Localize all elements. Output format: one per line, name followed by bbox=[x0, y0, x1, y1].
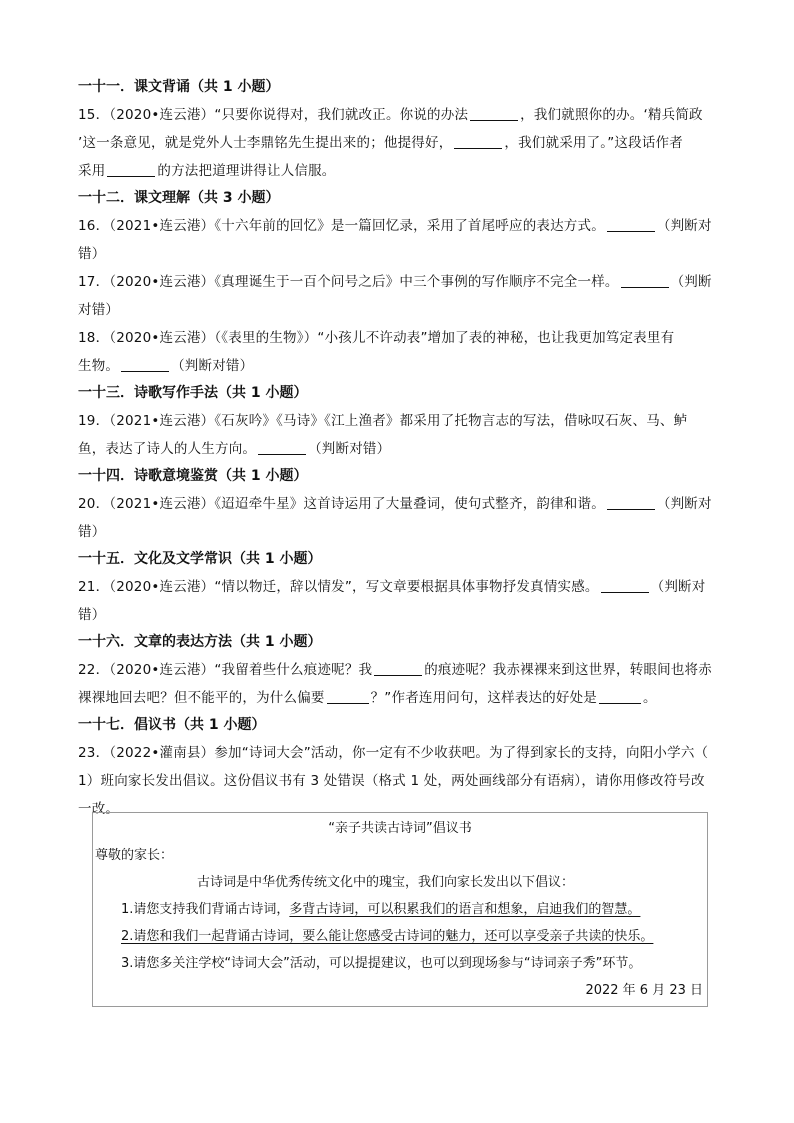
question-19: 19．（2021•连云港）《石灰吟》《马诗》《江上渔者》都采用了托物言志的写法，借咏叹石灰、马、鲈 鱼，表达了诗人的人生方向。 （判断对错） bbox=[78, 413, 688, 457]
question-17: 17．（2020•连云港）《真理诞生于一百个问号之后》中三个事例的写作顺序不完全一样。 （判断 对错） bbox=[78, 274, 712, 318]
section-heading: 一十七．倡议书（共 1 小题） bbox=[78, 717, 266, 733]
answer-blank[interactable] bbox=[374, 661, 422, 676]
answer-blank[interactable] bbox=[327, 689, 369, 704]
section-heading: 一十六．文章的表达方法（共 1 小题） bbox=[78, 634, 322, 650]
letter-intro: 古诗词是中华优秀传统文化中的瑰宝，我们向家长发出以下倡议： bbox=[197, 875, 575, 890]
answer-blank[interactable] bbox=[607, 217, 655, 232]
answer-blank[interactable] bbox=[601, 578, 649, 593]
answer-blank[interactable] bbox=[258, 440, 306, 455]
question-18: 18．（2020•连云港）（《表里的生物》）“小孩儿不许动表”增加了表的神秘，也让我更加笃定表里有 生物。 （判断对错） bbox=[78, 330, 675, 374]
question-20: 20．（2021•连云港）《迢迢牵牛星》这首诗运用了大量叠词，使句式整齐，韵律和谐。 （判断对 错） bbox=[78, 496, 712, 540]
answer-blank[interactable] bbox=[607, 495, 655, 510]
question-23: 23．（2022•灌南县）参加“诗词大会”活动，你一定有不少收获吧。为了得到家长的支持，向阳小学六（ 1）班向家长发出倡议。这份倡议书有 3 处错误（格式 1 处，两处画线部分有语病），请你用修改符号改 一改。 bbox=[78, 745, 709, 817]
section-heading: 一十四．诗歌意境鉴赏（共 1 小题） bbox=[78, 468, 308, 484]
section-heading: 一十五．文化及文学常识（共 1 小题） bbox=[78, 551, 322, 567]
letter-item-3: 3.请您多关注学校“诗词大会”活动，可以提提建议，也可以到现场参与“诗词亲子秀”环节。 bbox=[121, 956, 642, 971]
letter-date: 2022 年 6 月 23 日 bbox=[585, 983, 703, 998]
letter-title: “亲子共读古诗词”倡议书 bbox=[328, 821, 472, 836]
answer-blank[interactable] bbox=[107, 162, 155, 177]
question-16: 16．（2021•连云港）《十六年前的回忆》是一篇回忆录，采用了首尾呼应的表达方式。 （判断对 错） bbox=[78, 218, 712, 262]
underlined-sentence: 多背古诗词，可以积累我们的语言和想象，启迪我们的智慧。 bbox=[289, 902, 641, 917]
section-heading: 一十三．诗歌写作手法（共 1 小题） bbox=[78, 385, 308, 401]
answer-blank[interactable] bbox=[454, 134, 502, 149]
question-21: 21．（2020•连云港）“情以物迁，辞以情发”，写文章要根据具体事物抒发真情实感。 （判断对 错） bbox=[78, 579, 706, 623]
answer-blank[interactable] bbox=[470, 106, 518, 121]
proposal-letter-box bbox=[92, 812, 708, 1007]
underlined-sentence: 2.请您和我们一起背诵古诗词，要么能让您感受古诗词的魅力，还可以享受亲子共读的快乐。 bbox=[121, 929, 654, 944]
answer-blank[interactable] bbox=[121, 357, 169, 372]
answer-blank[interactable] bbox=[621, 273, 669, 288]
question-15: 15．（2020•连云港）“只要你说得对，我们就改正。你说的办法 ，我们就照你的办。‘精兵简政 ’这一条意见，就是党外人士李鼎铭先生提出来的；他提得好， ，我们就采用了。”这段话作者 采用 的方法把道理讲得让人信服。 bbox=[78, 107, 703, 179]
section-heading: 一十二．课文理解（共 3 小题） bbox=[78, 190, 280, 206]
letter-item-2 bbox=[93, 923, 707, 950]
question-22: 22．（2020•连云港）“我留着些什么痕迹呢？我 的痕迹呢？我赤裸裸来到这世界，转眼间也将赤 裸裸地回去吧？但不能平的，为什么偏要 ？”作者连用问句，这样表达的好处是 。 bbox=[78, 662, 712, 706]
letter-salutation: 尊敬的家长： bbox=[95, 848, 174, 863]
section-heading: 一十一．课文背诵（共 1 小题） bbox=[78, 79, 280, 95]
answer-blank[interactable] bbox=[599, 689, 641, 704]
letter-item-1: 1.请您支持我们背诵古诗词，多背古诗词，可以积累我们的语言和想象，启迪我们的智慧。 bbox=[121, 902, 641, 917]
worksheet bbox=[78, 74, 718, 823]
